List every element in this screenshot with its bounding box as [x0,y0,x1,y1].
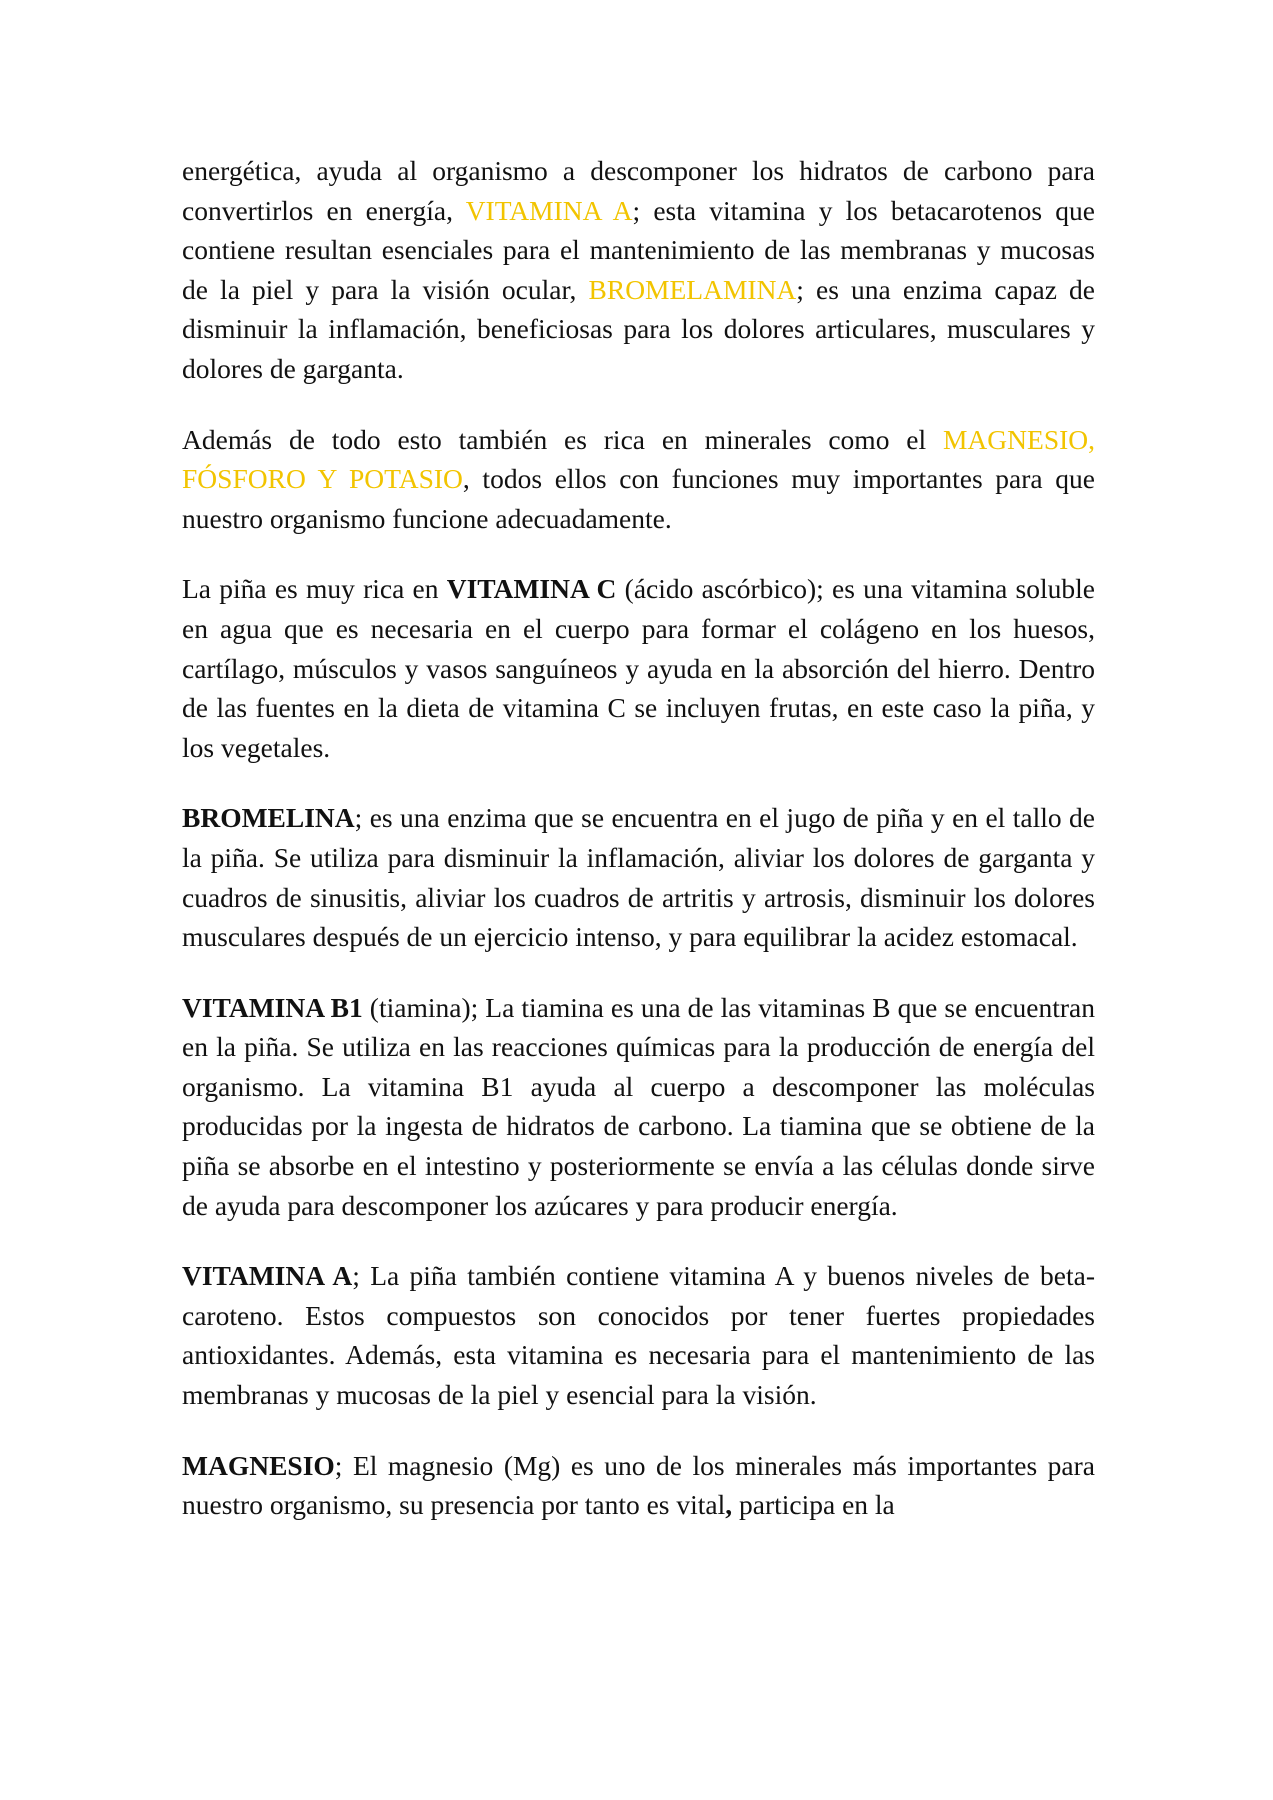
text-segment: La piña es muy rica en [182,573,447,605]
paragraph-energy [182,151,1095,389]
text-segment: (tiamina); La tiamina es una de las vitaminas B que se encuentran en la piña. Se utiliza en las reacciones químicas para la producción de energía del organismo. La vitamina B1 ayuda al cuerpo a descomponer las moléculas producidas por la ingesta de hidratos de carbono. La tiamina que se obtiene de la piña se absorbe en el intestino y posteriormente se envía a las células donde sirve de ayuda para descomponer los azúcares y para producir energía. [182,991,1095,1221]
highlight-minerales: MAGNESIO, FÓSFORO Y POTASIO [182,423,1095,495]
paragraph-vitamina-a [182,1256,1095,1414]
text-segment: ; es una enzima capaz de disminuir la inflamación, beneficiosas para los dolores articulares, musculares y dolores de garganta. [182,273,1096,384]
paragraph-bromelina [182,798,1095,956]
text-segment: energética, ayuda al organismo a descomponer los hidratos de carbono para convertirlos en energía, [182,155,1095,226]
document-body [182,151,1095,1556]
paragraph-vitamina-c [182,569,1095,767]
text-segment: ; esta vitamina y los betacarotenos que contiene resultan esenciales para el mantenimiento de las membranas y mucosas de la piel y para la visión ocular, [182,194,1095,305]
text-segment: Además de todo esto también es rica en minerales como el [182,423,943,455]
text-segment: ; La piña también contiene vitamina A y buenos niveles de beta-caroteno. Estos compuestos son conocidos por tener fuertes propiedades antioxidantes. Además, esta vitamina es necesaria para el mantenimiento de las membranas y mucosas de la piel y esencial para la visión. [182,1260,1095,1411]
term-vitamina-a: VITAMINA A [182,1260,353,1292]
term-vitamina-c: VITAMINA C [446,573,617,605]
text-segment: participa en la [732,1489,895,1521]
text-segment: , todos ellos con funciones muy importantes para que nuestro organismo funcione adecuadamente. [182,463,1095,534]
term-magnesio: MAGNESIO [182,1449,335,1481]
text-segment: ; es una enzima que se encuentra en el jugo de piña y en el tallo de la piña. Se utiliza para disminuir la inflamación, aliviar los dolores de garganta y cuadros de sinusitis, aliviar los cuadros de artritis y artrosis, disminuir los dolores musculares después de un ejercicio intenso, y para equilibrar la acidez estomacal. [182,802,1095,953]
text-segment: (ácido ascórbico); es una vitamina soluble en agua que es necesaria en el cuerpo para formar el colágeno en los huesos, cartílago, músculos y vasos sanguíneos y ayuda en la absorción del hierro. Dentro de las fuentes en la dieta de vitamina C se incluyen frutas, en este caso la piña, y los vegetales. [182,573,1095,763]
text-segment-bold: , [725,1489,733,1521]
highlight-bromelamina: BROMELAMINA [588,273,797,305]
term-bromelina: BROMELINA [182,802,355,834]
highlight-vitamina-a: VITAMINA A [465,194,633,226]
paragraph-vitamina-b1 [182,988,1095,1226]
paragraph-minerals [182,420,1095,539]
term-vitamina-b1: VITAMINA B1 [182,991,363,1023]
text-segment: ; El magnesio (Mg) es uno de los minerales más importantes para nuestro organismo, su presencia por tanto es vital [182,1449,1095,1521]
paragraph-magnesio [182,1446,1095,1525]
